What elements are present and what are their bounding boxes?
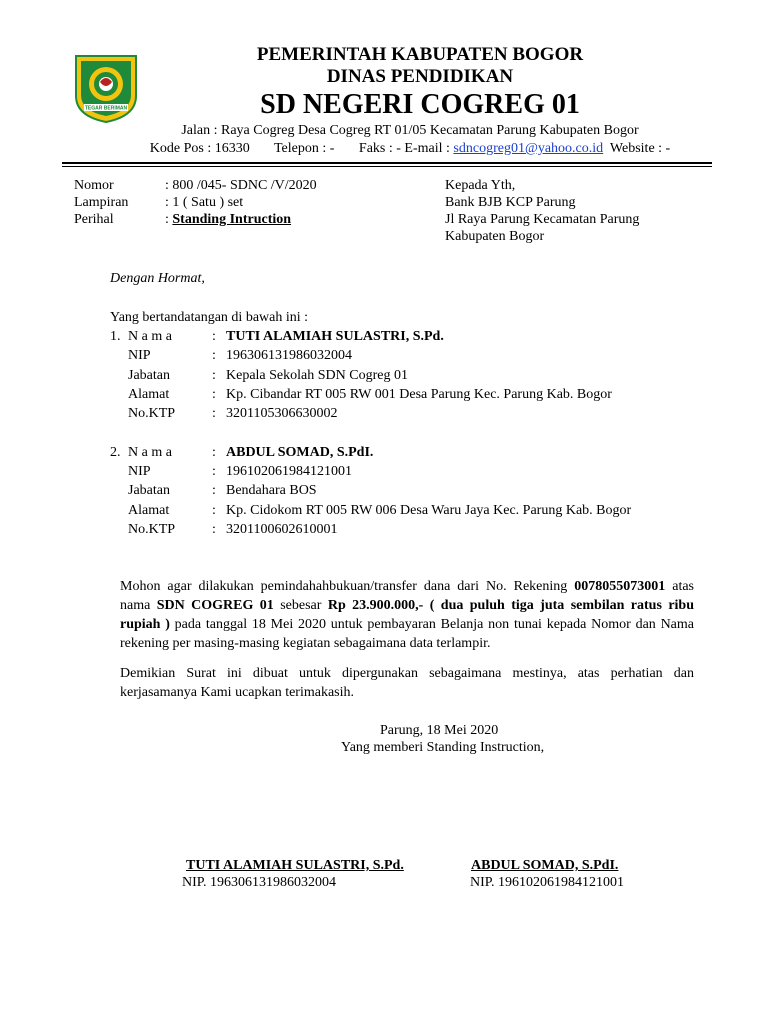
- person-1-name: TUTI ALAMIAH SULASTRI, S.Pd.: [226, 329, 444, 344]
- body-paragraph-transfer: [120, 577, 694, 653]
- person-field-label: Jabatan: [128, 483, 170, 498]
- field-colon: :: [212, 406, 216, 421]
- department-title: DINAS PENDIDIKAN: [326, 66, 514, 87]
- person-2-number: 2.: [110, 445, 121, 460]
- person-1-alamat: Kp. Cibandar RT 005 RW 001 Desa Parung Kec. Parung Kab. Bogor: [226, 387, 612, 402]
- body-text: atas nama: [120, 579, 695, 613]
- person-2-jabatan: Bendahara BOS: [226, 483, 317, 498]
- email-link[interactable]: sdncogreg01@yahoo.co.id: [453, 141, 604, 156]
- body-paragraph-closing: Demikian Surat ini dibuat untuk dipergunakan sebagaimana mestinya, atas perhatian dan kerjasamanya Kami ucapkan terimakasih.: [120, 666, 694, 700]
- signature-1-nip: NIP. 196306131986032004: [182, 875, 337, 890]
- signature-2-name: ABDUL SOMAD, S.PdI.: [471, 858, 619, 873]
- meta-lampiran-value: : 1 ( Satu ) set: [165, 195, 244, 210]
- closing-by: Yang memberi Standing Instruction,: [341, 740, 545, 755]
- recipient-line: Kabupaten Bogor: [445, 229, 545, 244]
- recipient-line: Kepada Yth,: [445, 178, 516, 193]
- greeting: Dengan Hormat,: [110, 271, 205, 286]
- field-colon: :: [212, 522, 216, 537]
- kabupaten-bogor-logo-icon: [70, 52, 142, 124]
- recipient-line: Jl Raya Parung Kecamatan Parung: [445, 212, 640, 227]
- person-field-label: N a m a: [128, 445, 172, 460]
- person-field-label: NIP: [128, 348, 151, 363]
- letterhead-rule-thin: [62, 166, 712, 167]
- person-1-jabatan: Kepala Sekolah SDN Cogreg 01: [226, 368, 408, 383]
- field-colon: :: [212, 368, 216, 383]
- government-title: PEMERINTAH KABUPATEN BOGOR: [256, 44, 584, 65]
- meta-lampiran-label: Lampiran: [74, 195, 129, 210]
- person-1-number: 1.: [110, 329, 121, 344]
- meta-perihal-label: Perihal: [74, 212, 114, 227]
- person-field-label: No.KTP: [128, 406, 176, 421]
- person-field-label: NIP: [128, 464, 151, 479]
- contact-suffix: Website : -: [603, 141, 671, 156]
- body-text: sebesar: [273, 598, 328, 613]
- person-field-label: No.KTP: [128, 522, 176, 537]
- person-1-nip: 196306131986032004: [226, 348, 352, 363]
- field-colon: :: [212, 503, 216, 518]
- signature-2-nip: NIP. 196102061984121001: [470, 875, 625, 890]
- person-2-ktp: 3201100602610001: [226, 522, 338, 537]
- person-field-label: N a m a: [128, 329, 172, 344]
- meta-perihal-value: Standing Intruction: [172, 212, 292, 227]
- meta-perihal: [165, 211, 291, 229]
- school-address: Jalan : Raya Cogreg Desa Cogreg RT 01/05 Kecamatan Parung Kabupaten Bogor: [181, 123, 639, 138]
- signature-1-name: TUTI ALAMIAH SULASTRI, S.Pd.: [186, 858, 404, 873]
- contact-prefix: Kode Pos : 16330 Telepon : - Faks : - E-mail :: [149, 141, 454, 156]
- person-field-label: Alamat: [128, 387, 170, 402]
- account-number: 0078055073001: [574, 579, 666, 594]
- transfer-amount: Rp 23.900.000,- ( dua puluh tiga juta sembilan ratus ribu rupiah ): [120, 598, 694, 632]
- meta-nomor-label: Nomor: [74, 178, 114, 193]
- school-title: SD NEGERI COGREG 01: [260, 89, 580, 120]
- field-colon: :: [212, 445, 216, 460]
- person-1-ktp: 3201105306630002: [226, 406, 338, 421]
- svg-text:TEGAR BERIMAN: TEGAR BERIMAN: [84, 105, 128, 112]
- meta-nomor-value: : 800 /045- SDNC /V/2020: [165, 178, 317, 193]
- school-contact: [80, 140, 740, 158]
- meta-perihal-colon: :: [165, 212, 173, 227]
- person-field-label: Alamat: [128, 503, 170, 518]
- person-2-name: ABDUL SOMAD, S.PdI.: [226, 445, 374, 460]
- body-text: pada tanggal 18 Mei 2020 untuk pembayaran Belanja non tunai kepada Nomor dan Nama rekening per masing-masing kegiatan sebagaimana data terlampir.: [120, 617, 694, 651]
- body-text: Mohon agar dilakukan pemindahahbukuan/transfer dana dari No. Rekening: [120, 579, 575, 594]
- field-colon: :: [212, 483, 216, 498]
- field-colon: :: [212, 348, 216, 363]
- field-colon: :: [212, 464, 216, 479]
- letterhead-rule-thick: [62, 162, 712, 164]
- person-2-nip: 196102061984121001: [226, 464, 352, 479]
- account-name: SDN COGREG 01: [156, 598, 274, 613]
- field-colon: :: [212, 387, 216, 402]
- field-colon: :: [212, 329, 216, 344]
- person-2-alamat: Kp. Cidokom RT 005 RW 006 Desa Waru Jaya Kec. Parung Kab. Bogor: [226, 503, 632, 518]
- recipient-line: Bank BJB KCP Parung: [445, 195, 576, 210]
- intro-text: Yang bertandatangan di bawah ini :: [110, 310, 309, 325]
- place-date: Parung, 18 Mei 2020: [380, 723, 499, 738]
- person-field-label: Jabatan: [128, 368, 170, 383]
